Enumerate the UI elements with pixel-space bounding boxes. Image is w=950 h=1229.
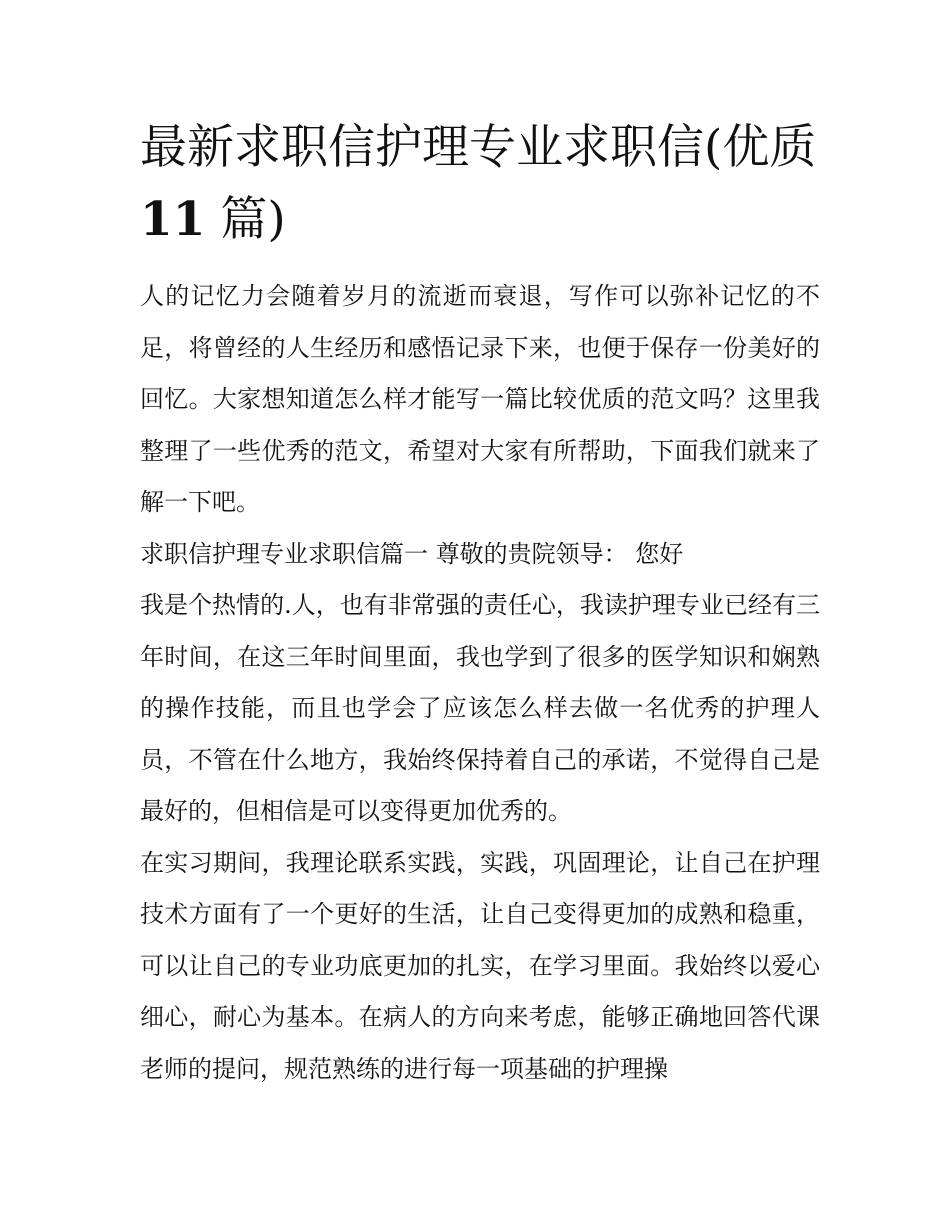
document-title: 最新求职信护理专业求职信(优质 11 篇) xyxy=(140,120,817,247)
body-paragraph: 我是个热情的.人，也有非常强的责任心，我读护理专业已经有三年时间，在这三年时间里面，我也学到了很多的医学知识和娴熟的操作技能，而且也学会了应该怎么样去做一名优秀的护理人员，不管在什么地方，我始终保持着自己的承诺，不觉得自己是最好的，但相信是可以变得更加优秀的。 xyxy=(140,591,820,825)
intro-paragraph: 人的记忆力会随着岁月的流逝而衰退，写作可以弥补记忆的不足，将曾经的人生经历和感悟记录下来，也便于保存一份美好的回忆。大家想知道怎么样才能写一篇比较优质的范文吗？这里我整理了一些优秀的范文，希望对大家有所帮助，下面我们就来了解一下吧。 xyxy=(140,282,820,516)
body-paragraph: 在实习期间，我理论联系实践，实践，巩固理论，让自己在护理技术方面有了一个更好的生活，让自己变得更加的成熟和稳重，可以让自己的专业功底更加的扎实，在学习里面。我始终以爱心细心，耐心为基本。在病人的方向来考虑，能够正确地回答代课老师的提问，规范熟练的进行每一项基础的护理操 xyxy=(140,848,820,1083)
document-body xyxy=(140,271,820,1095)
title-number: 11 xyxy=(140,192,206,247)
letter-heading: 求职信护理专业求职信篇一 尊敬的贵院领导： 您好 xyxy=(140,539,684,568)
